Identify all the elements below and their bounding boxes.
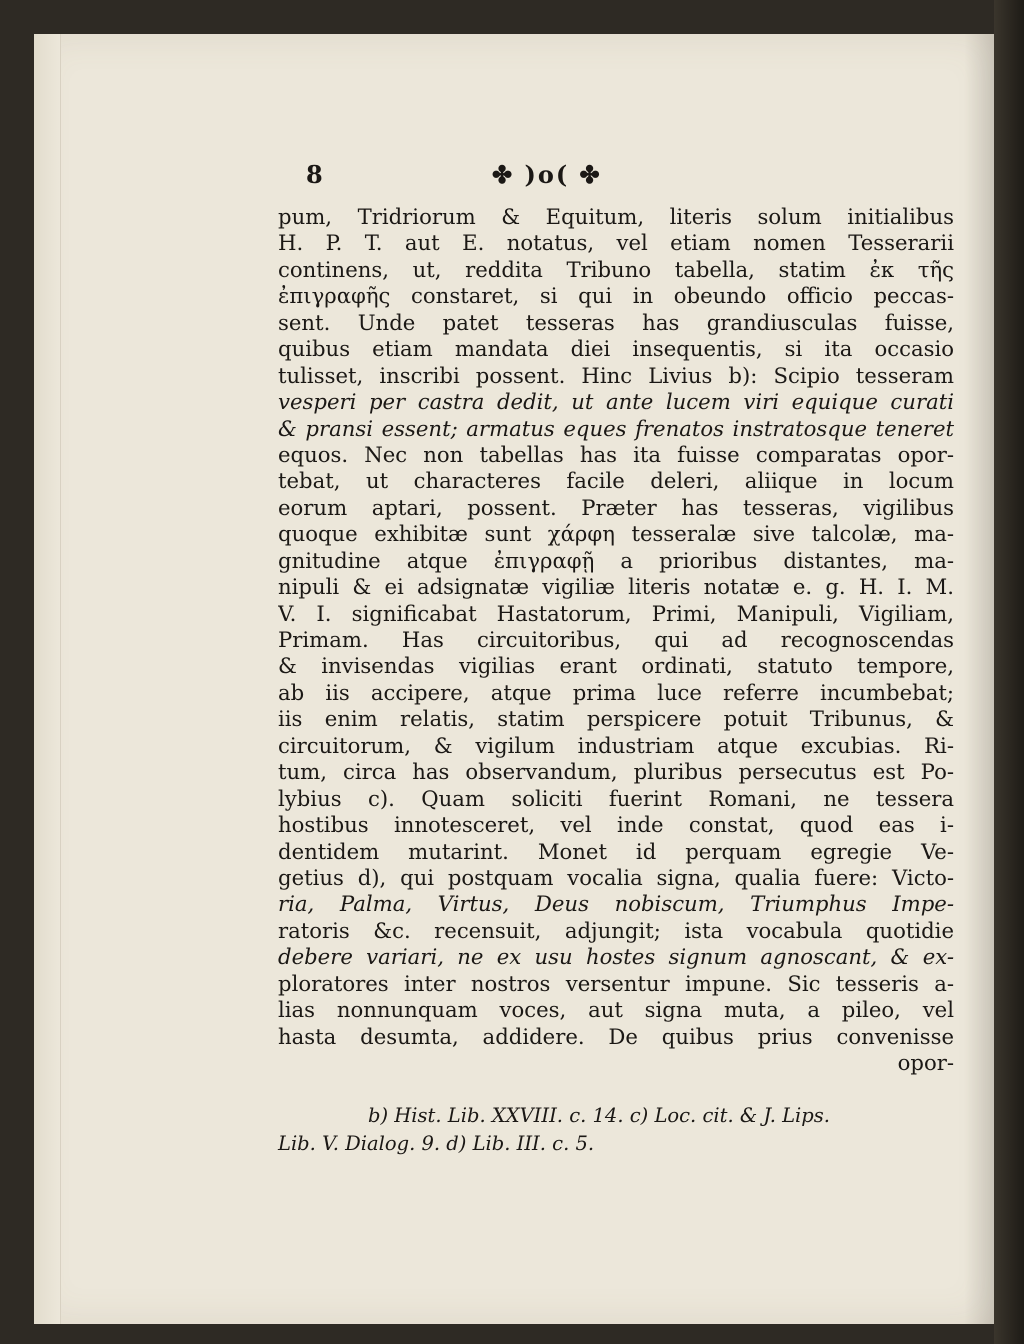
text-line: lybius c). Quam soliciti fuerint Romani, ne tessera — [278, 785, 954, 811]
text-line: & invisendas vigilias erant ordinati, statuto tempore, — [278, 653, 954, 679]
text-line: getius d), qui postquam vocalia signa, qualia fuere: Victo- — [278, 864, 954, 890]
text-line: & pransi essent; armatus eques frenatos instratosque teneret — [278, 415, 954, 441]
text-line: continens, ut, reddita Tribuno tabella, statim ἐκ τῆς — [278, 256, 954, 282]
footnote-line: Lib. V. Dialog. 9. d) Lib. III. c. 5. — [278, 1132, 595, 1155]
text-line: dentidem mutarint. Monet id perquam egregie Ve- — [278, 838, 954, 864]
text-line: Primam. Has circuitoribus, qui ad recognoscendas — [278, 627, 954, 652]
text-line: iis enim relatis, statim perspicere potuit Tribunus, & — [278, 706, 954, 732]
text-line: hasta desumta, addidere. De quibus prius convenisse — [278, 1023, 954, 1049]
text-line: debere variari, ne ex usu hostes signum agnoscant, & ex- — [278, 944, 954, 970]
text-line: pum, Tridriorum & Equitum, literis solum initialibus — [278, 204, 954, 229]
text-line: ria, Palma, Virtus, Deus nobiscum, Triumphus Impe- — [278, 891, 954, 917]
header-ornament: ✤ )o( ✤ — [492, 160, 602, 189]
main-text — [278, 204, 954, 1076]
text-line: quoque exhibitæ sunt χάρφη tesseralæ sive talcolæ, ma- — [278, 521, 954, 547]
text-line: V. I. significabat Hastatorum, Primi, Manipuli, Vigiliam, — [278, 600, 954, 626]
text-line: sent. Unde patet tesseras has grandiusculas fuisse, — [278, 309, 954, 335]
text-line: tum, circa has observandum, pluribus persecutus est Po- — [278, 759, 954, 785]
page-gutter-edge — [34, 34, 61, 1324]
footnotes — [278, 1102, 954, 1158]
text-line: equos. Nec non tabellas has ita fuisse comparatas opor- — [278, 441, 954, 467]
text-line: ab iis accipere, atque prima luce referre incumbebat; — [278, 679, 954, 705]
text-line: vesperi per castra dedit, ut ante lucem viri equique curati — [278, 389, 954, 415]
page-number: 8 — [306, 160, 323, 189]
page-fold-shadow — [964, 34, 994, 1324]
text-line: ploratores inter nostros versentur impune. Sic tesseris a- — [278, 970, 954, 996]
text-line: gnitudine atque ἐπιγραφῇ a prioribus distantes, ma- — [278, 547, 954, 573]
text-line: nipuli & ei adsignatæ vigiliæ literis notatæ e. g. H. I. M. — [278, 574, 954, 600]
text-line: ἐπιγραφῆς constaret, si qui in obeundo officio peccas- — [278, 283, 954, 309]
footnote-line: b) Hist. Lib. XXVIII. c. 14. c) Loc. cit. & J. Lips. — [368, 1104, 830, 1127]
catchword: opor- — [897, 1050, 954, 1075]
book-spine — [994, 0, 1024, 1344]
text-line: circuitorum, & vigilum industriam atque excubias. Ri- — [278, 732, 954, 758]
text-line: lias nonnunquam voces, aut signa muta, a pileo, vel — [278, 997, 954, 1023]
text-line: H. P. T. aut E. notatus, vel etiam nomen Tesserarii — [278, 230, 954, 256]
text-line: ratoris &c. recensuit, adjungit; ista vocabula quotidie — [278, 917, 954, 943]
text-line: tulisset, inscribi possent. Hinc Livius b): Scipio tesseram — [278, 362, 954, 388]
text-line: hostibus innotesceret, vel inde constat, quod eas i- — [278, 812, 954, 838]
text-line: eorum aptari, possent. Præter has tesseras, vigilibus — [278, 494, 954, 520]
text-line: quibus etiam mandata diei insequentis, si ita occasio — [278, 336, 954, 362]
running-head — [306, 160, 966, 190]
text-line: tebat, ut characteres facile deleri, aliique in locum — [278, 468, 954, 494]
